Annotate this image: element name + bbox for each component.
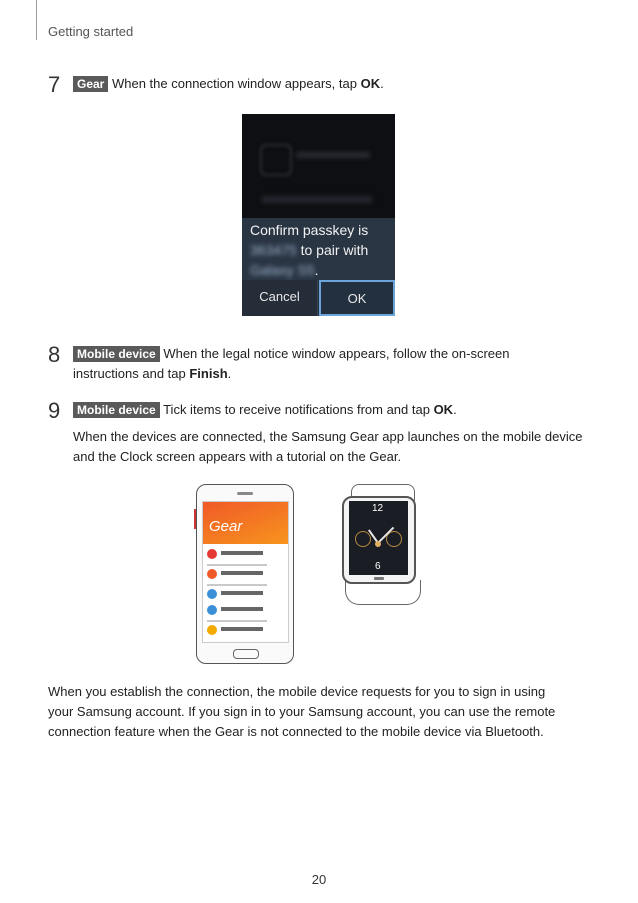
dialog-line-2: 363475 to pair with — [250, 242, 369, 258]
dialog-buttons — [242, 280, 395, 316]
clock-numeral-12: 12 — [372, 503, 384, 514]
phone-speaker — [237, 492, 253, 495]
watch-clock-face — [349, 501, 408, 575]
device-tag-gear: Gear — [73, 76, 108, 92]
passkey-value: 363475 — [250, 242, 297, 258]
app-title: Gear — [209, 518, 243, 535]
device-name: Galaxy S5 — [250, 262, 315, 278]
list-item — [207, 568, 285, 580]
phone-home-button — [233, 649, 259, 659]
blurred-text — [296, 152, 370, 158]
step-number-8: 8 — [48, 342, 61, 367]
passkey-dialog — [242, 218, 395, 282]
closing-paragraph: When you establish the connection, the mobile device requests for you to sign in using your Samsung account. If you sign in to your Samsung account, you can use the remote connection feature when the Gear is not connected to the mobile device via Bluetooth. — [48, 684, 556, 739]
list-item — [207, 624, 285, 636]
device-tag-mobile: Mobile device — [73, 402, 160, 418]
list-item — [207, 604, 285, 616]
passkey-popup-screenshot — [242, 114, 395, 316]
dialog-line-3: Galaxy S5. — [250, 262, 319, 278]
phone-side-button — [194, 509, 196, 529]
step-number-9: 9 — [48, 398, 61, 423]
step-9-note: When the devices are connected, the Samsung Gear app launches on the mobile device and the Clock screen appears with a tutorial on the Gear. — [73, 429, 583, 464]
cancel-button[interactable]: Cancel — [242, 280, 318, 316]
list-item — [207, 548, 285, 560]
app-header — [203, 502, 288, 544]
page-number: 20 — [311, 872, 327, 887]
section-title: Getting started — [48, 24, 134, 39]
phone-illustration — [196, 484, 294, 664]
margin-rule — [36, 0, 37, 40]
device-tag-mobile: Mobile device — [73, 346, 160, 362]
list-item — [207, 588, 285, 600]
watch-home-button — [374, 577, 384, 580]
sub-dial — [355, 531, 371, 547]
ok-button[interactable]: OK — [319, 280, 395, 316]
dialog-title: Confirm passkey is — [250, 222, 369, 238]
blurred-icon — [260, 144, 292, 176]
step-number-7: 7 — [48, 72, 61, 97]
step-8-text: Mobile device When the legal notice window appears, follow the on-screen instructions and tap Finish. — [73, 346, 510, 381]
step-7-text: Gear When the connection window appears, tap OK. — [73, 74, 384, 94]
hand-pivot — [375, 541, 381, 547]
phone-screen — [202, 501, 289, 643]
blurred-text — [262, 196, 372, 203]
step-9-text: Mobile device Tick items to receive notifications from and tap OK. — [73, 400, 457, 420]
clock-numeral-6: 6 — [375, 561, 381, 572]
